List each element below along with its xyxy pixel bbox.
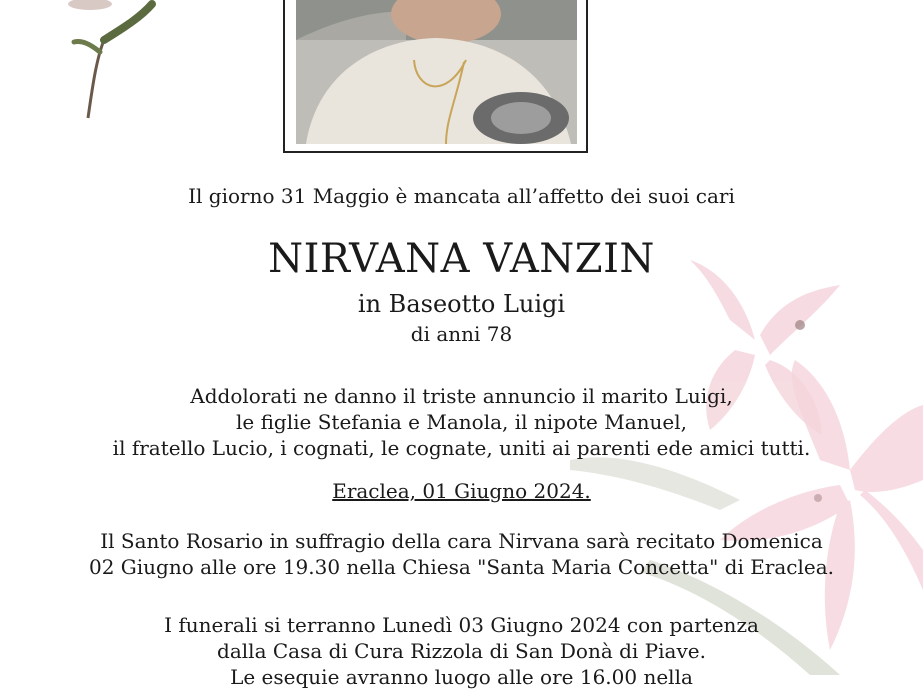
funeral-paragraph: [0, 612, 923, 690]
rosary-line: 02 Giugno alle ore 19.30 nella Chiesa "Santa Maria Concetta" di Eraclea.: [88, 555, 835, 579]
rose-icon: [60, 0, 170, 120]
announcement-line: Addolorati ne danno il triste annuncio il marito Luigi,: [190, 384, 733, 408]
funeral-line: dalla Casa di Cura Rizzola di San Donà di Piave.: [217, 639, 706, 663]
place-date: Eraclea, 01 Giugno 2024.: [332, 479, 591, 503]
rosary-line: Il Santo Rosario in suffragio della cara Nirvana sarà recitato Domenica: [100, 529, 823, 553]
portrait-frame: [283, 0, 588, 153]
announcement-paragraph: [0, 383, 923, 461]
portrait-photo: [296, 0, 577, 144]
funeral-line: Le esequie avranno luogo alle ore 16.00 nella: [230, 665, 693, 689]
age-text: di anni 78: [410, 322, 513, 346]
married-name: in Baseotto Luigi: [357, 290, 566, 318]
deceased-name: NIRVANA VANZIN: [268, 236, 655, 282]
rosary-paragraph: [0, 528, 923, 580]
intro-text: Il giorno 31 Maggio è mancata all’affetto dei suoi cari: [188, 184, 735, 208]
announcement-line: il fratello Lucio, i cognati, le cognate, uniti ai parenti ede amici tutti.: [112, 436, 811, 460]
announcement-line: le figlie Stefania e Manola, il nipote Manuel,: [236, 410, 687, 434]
funeral-line: I funerali si terranno Lunedì 03 Giugno 2024 con partenza: [164, 613, 759, 637]
